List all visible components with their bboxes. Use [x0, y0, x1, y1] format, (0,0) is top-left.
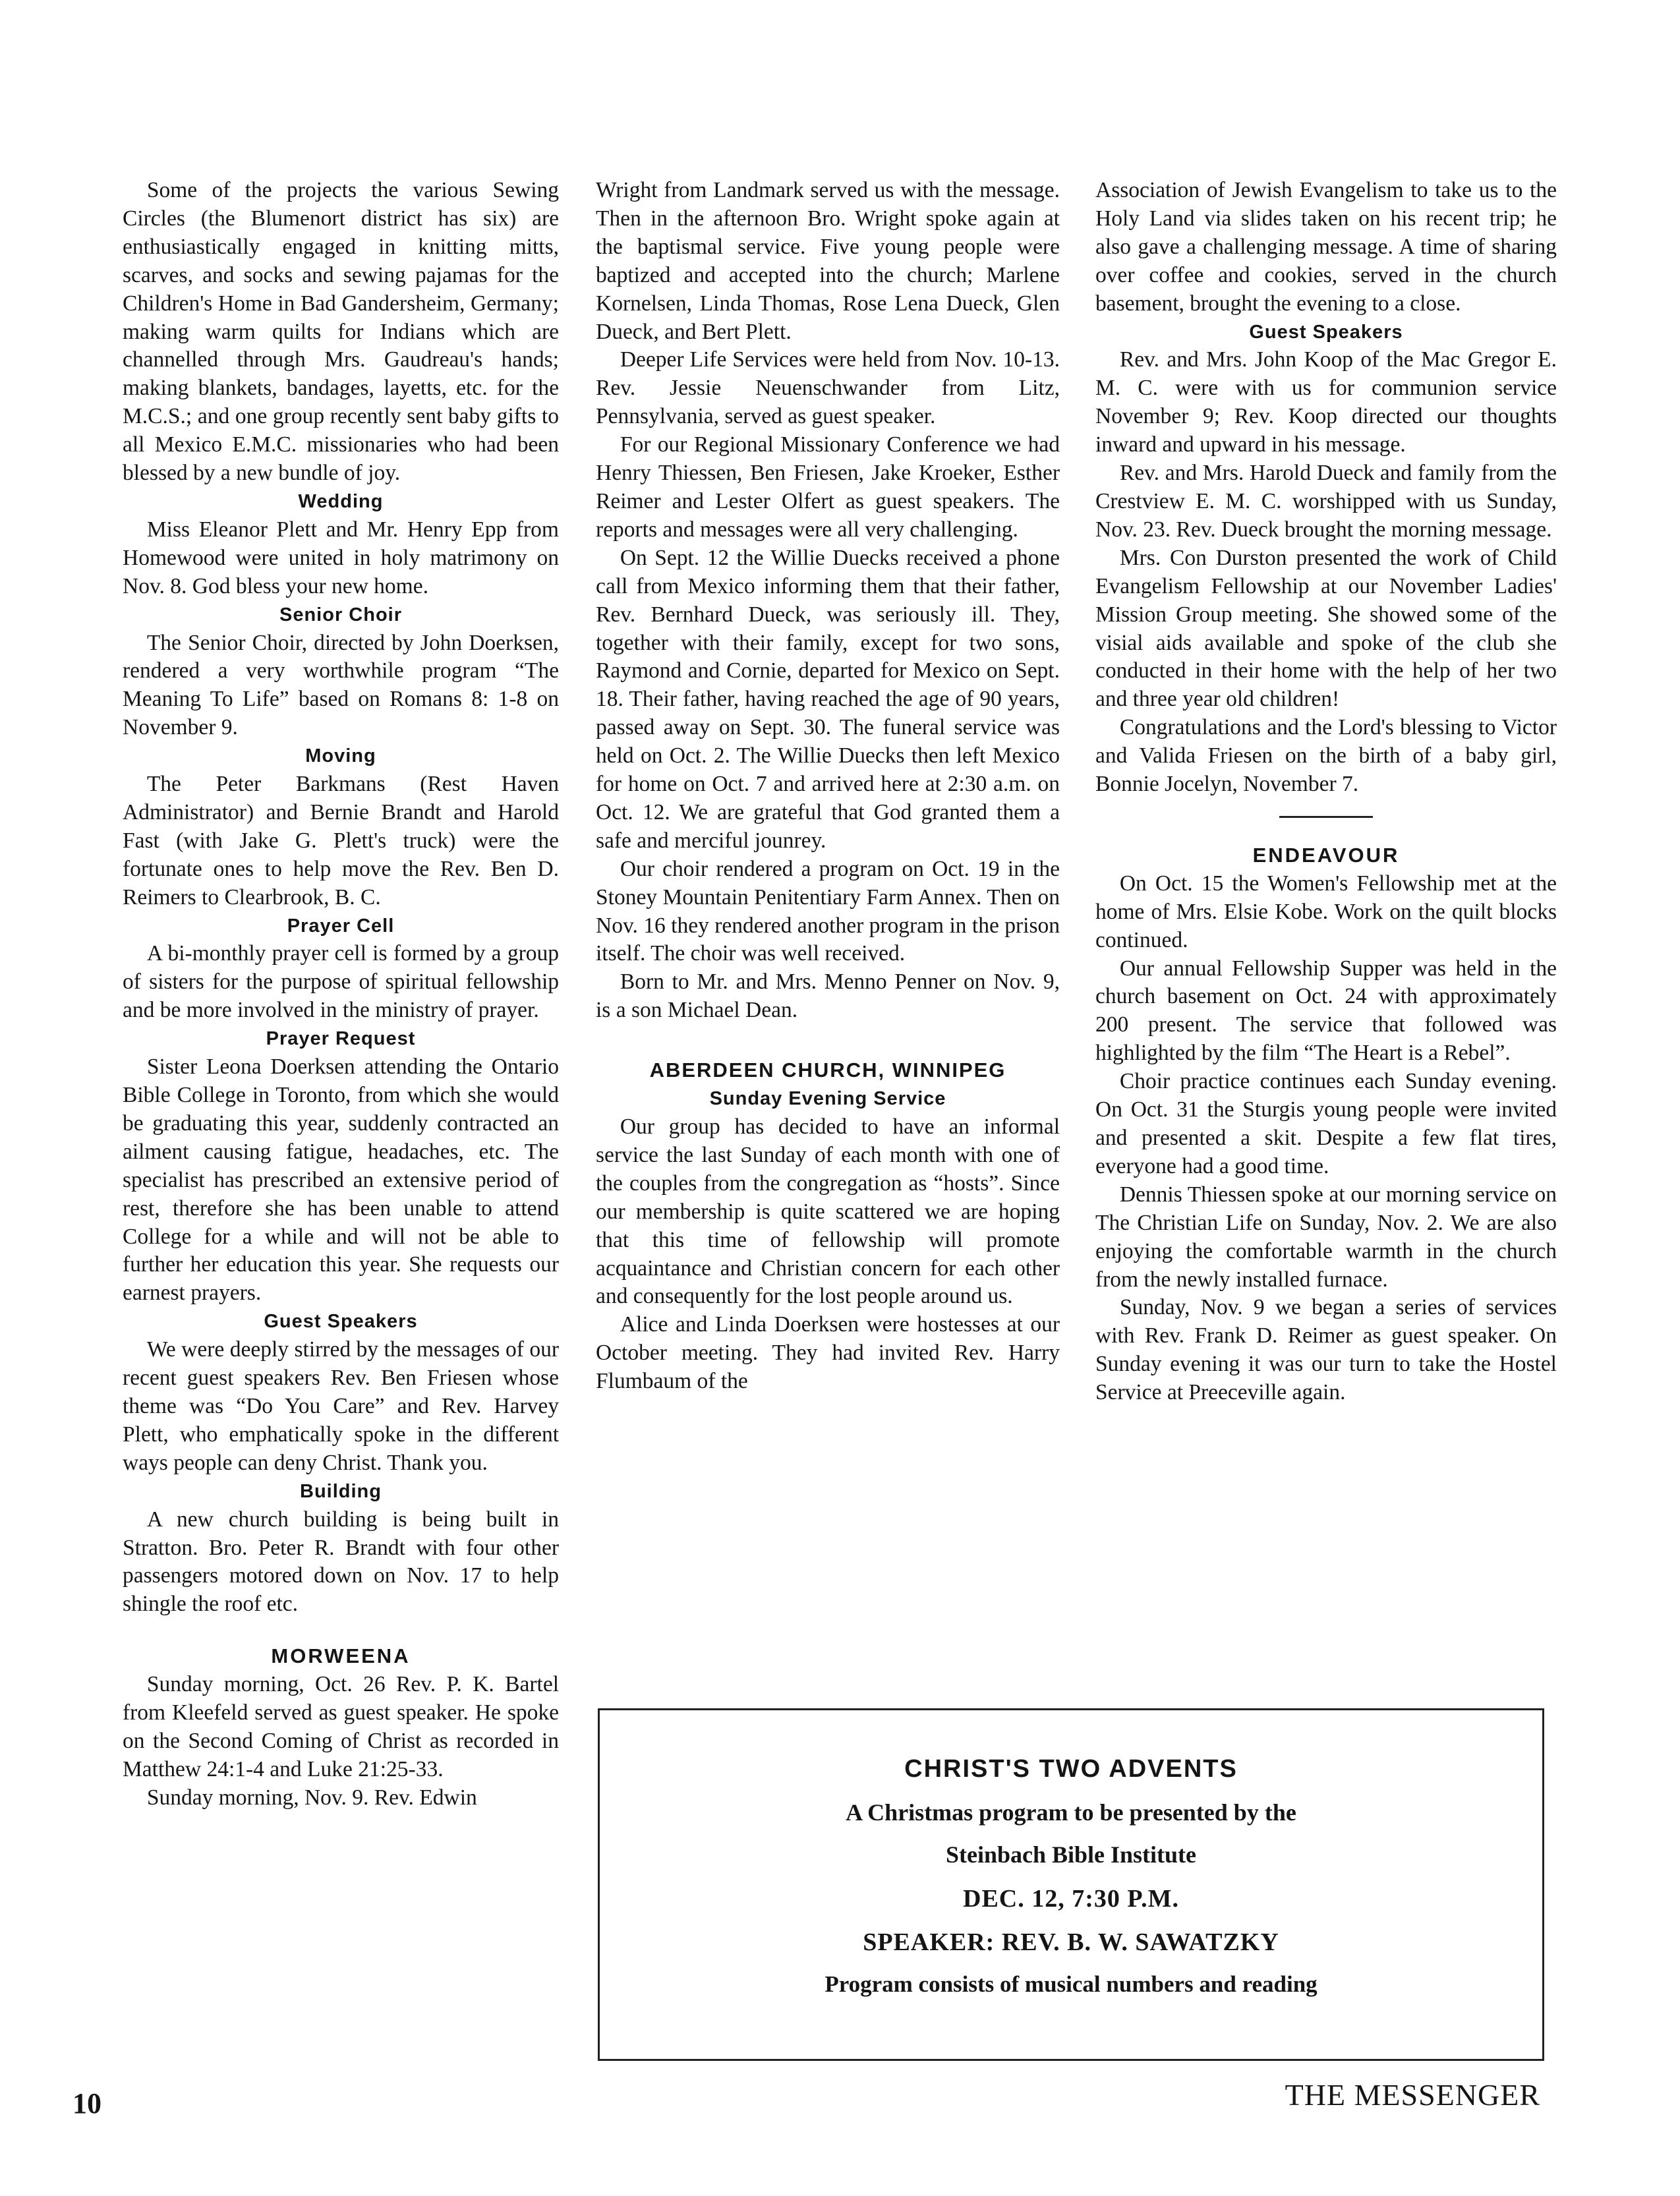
church-heading: MORWEENA	[271, 1644, 411, 1668]
paragraph: Sunday morning, Nov. 9. Rev. Edwin	[146, 1785, 477, 1810]
section-heading: Prayer Cell	[287, 915, 395, 937]
section-heading: Wedding	[298, 490, 384, 512]
section-divider	[1279, 816, 1373, 818]
paragraph: On Oct. 15 the Women's Fellowship met at the home of Mrs. Elsie Kobe. Work on the quilt blocks continued.	[1095, 871, 1557, 952]
paragraph: Miss Eleanor Plett and Mr. Henry Epp from Homewood were united in holy matrimony on Nov. 8. God bless your new home.	[123, 517, 559, 598]
paragraph: Association of Jewish Evangelism to take us to the Holy Land via slides taken on his recent trip; he also gave a challenging message. A time of sharing over coffee and cookies, served in the church basement, brought the evening to a close.	[1095, 178, 1557, 316]
paragraph: Rev. and Mrs. Harold Dueck and family from the Crestview E. M. C. worshipped with us Sunday, Nov. 23. Rev. Dueck brought the morning message.	[1095, 461, 1557, 542]
page-number: 10	[72, 2087, 101, 2120]
section-heading: Guest Speakers	[264, 1311, 418, 1333]
column-2	[596, 177, 1060, 1396]
paragraph: Choir practice continues each Sunday evening. On Oct. 31 the Sturgis young people were invited and presented a skit. Despite a few flat tires, everyone had a good time.	[1095, 1069, 1557, 1178]
paragraph: Alice and Linda Doerksen were hostesses at our October meeting. They had invited Rev. Harry Flumbaum of the	[596, 1312, 1060, 1394]
paragraph: Our group has decided to have an informal service the last Sunday of each month with one of the couples from the congregation as “hosts”. Since our membership is quite scattered we are hoping that this time of fellowship will promote acquaintance and Christian concern for each other and consequently for the lost people around us.	[596, 1114, 1060, 1309]
paragraph: Some of the projects the various Sewing Circles (the Blumenort district has six) are enthusiastically engaged in knitting mitts, scarves, and socks and sewing pajamas for the Children's Home in Bad Gandersheim, Germany; making warm quilts for Indians which are channelled through Mrs. Gaudreau's hands; making blankets, bandages, layetts, etc. for the M.C.S.; and one group recently sent baby gifts to all Mexico E.M.C. missionaries who had been blessed by a new bundle of joy.	[123, 178, 559, 486]
notice-title: CHRIST'S TWO ADVENTS	[904, 1755, 1238, 1783]
paragraph: Our choir rendered a program on Oct. 19 in the Stoney Mountain Penitentiary Farm Annex. Then on Nov. 16 they rendered another program in the prison itself. The choir was well received.	[596, 856, 1060, 966]
paragraph: Deeper Life Services were held from Nov. 10-13. Rev. Jessie Neuenschwander from Litz, Pennsylvania, served as guest speaker.	[596, 347, 1060, 429]
section-heading: Guest Speakers	[1249, 321, 1403, 343]
column-1	[123, 177, 559, 1812]
notice-line-1: A Christmas program to be presented by the	[846, 1799, 1296, 1826]
paragraph: Sister Leona Doerksen attending the Ontario Bible College in Toronto, from which she would be graduating this year, suddenly contracted an ailment causing fatigue, headaches, etc. The specialist has prescribed an extensive period of rest, therefore she has been unable to attend College for a while and will not be able to further her education this year. She requests our earnest prayers.	[123, 1055, 559, 1306]
notice-line-5: Program consists of musical numbers and reading	[825, 1971, 1318, 1997]
paragraph: Our annual Fellowship Supper was held in the church basement on Oct. 24 with approximately 200 present. The service that followed was highlighted by the film “The Heart is a Rebel”.	[1095, 956, 1557, 1066]
paragraph: Mrs. Con Durston presented the work of Child Evangelism Fellowship at our November Ladies' Mission Group meeting. She showed some of the visial aids available and spoke of the club she conducted in their home with the help of her two and three year old children!	[1095, 545, 1557, 712]
notice-line-2: Steinbach Bible Institute	[945, 1841, 1197, 1868]
paragraph: Born to Mr. and Mrs. Menno Penner on Nov. 9, is a son Michael Dean.	[596, 969, 1060, 1023]
notice-date: DEC. 12, 7:30 P.M.	[963, 1885, 1179, 1913]
paragraph: Congratulations and the Lord's blessing to Victor and Valida Friesen on the birth of a baby girl, Bonnie Jocelyn, November 7.	[1095, 715, 1557, 797]
section-heading: Senior Choir	[279, 604, 402, 625]
paragraph: On Sept. 12 the Willie Duecks received a phone call from Mexico informing them that their father, Rev. Bernhard Dueck, was seriously ill. They, together with their family, except for two sons, Raymond and Cornie, departed for Mexico on Sept. 18. Their father, having reached the age of 90 years, passed away on Sept. 30. The funeral service was held on Oct. 2. The Willie Duecks then left Mexico for home on Oct. 7 and arrived here at 2:30 a.m. on Oct. 12. We are grateful that God granted them a safe and merciful jounrey.	[596, 545, 1060, 853]
notice-speaker: SPEAKER: REV. B. W. SAWATZKY	[863, 1928, 1279, 1956]
church-heading: ABERDEEN CHURCH, WINNIPEG	[649, 1058, 1006, 1082]
paragraph: Sunday, Nov. 9 we began a series of services with Rev. Frank D. Reimer as guest speaker. On Sunday evening it was our turn to take the Hostel Service at Preeceville again.	[1095, 1295, 1557, 1405]
paragraph: Sunday morning, Oct. 26 Rev. P. K. Bartel from Kleefeld served as guest speaker. He spoke on the Second Coming of Christ as recorded in Matthew 24:1-4 and Luke 21:25-33.	[123, 1672, 559, 1781]
section-heading: Sunday Evening Service	[709, 1088, 946, 1110]
paragraph: Dennis Thiessen spoke at our morning service on The Christian Life on Sunday, Nov. 2. We are also enjoying the comfortable warmth in the church from the newly installed furnace.	[1095, 1182, 1557, 1292]
paragraph: A new church building is being built in Stratton. Bro. Peter R. Brandt with four other passengers motored down on Nov. 17 to help shingle the roof etc.	[123, 1507, 559, 1617]
paragraph: For our Regional Missionary Conference we had Henry Thiessen, Ben Friesen, Jake Kroeker, Esther Reimer and Lester Olfert as guest speakers. The reports and messages were all very challenging.	[596, 432, 1060, 542]
paragraph: The Peter Barkmans (Rest Haven Administrator) and Bernie Brandt and Harold Fast (with Jake G. Plett's truck) were the fortunate ones to help move the Rev. Ben D. Reimers to Clearbrook, B. C.	[123, 772, 559, 910]
christmas-program-notice	[598, 1708, 1544, 2061]
paragraph: The Senior Choir, directed by John Doerksen, rendered a very worthwhile program “The Meaning To Life” based on Romans 8: 1-8 on November 9.	[123, 630, 559, 740]
section-heading: Moving	[305, 745, 376, 767]
column-3	[1095, 177, 1557, 1407]
church-heading: ENDEAVOUR	[1252, 843, 1400, 867]
publication-title: THE MESSENGER	[1285, 2078, 1540, 2112]
paragraph: A bi-monthly prayer cell is formed by a group of sisters for the purpose of spiritual fellowship and be more involved in the ministry of prayer.	[123, 941, 559, 1023]
section-heading: Building	[300, 1480, 382, 1502]
paragraph: Wright from Landmark served us with the message. Then in the afternoon Bro. Wright spoke again at the baptismal service. Five young people were baptized and accepted into the church; Marlene Kornelsen, Linda Thomas, Rose Lena Dueck, Glen Dueck, and Bert Plett.	[596, 178, 1060, 344]
section-heading: Prayer Request	[266, 1028, 416, 1050]
paragraph: We were deeply stirred by the messages of our recent guest speakers Rev. Ben Friesen whose theme was “Do You Care” and Rev. Harvey Plett, who emphatically spoke in the different ways people can deny Christ. Thank you.	[123, 1337, 559, 1475]
paragraph: Rev. and Mrs. John Koop of the Mac Gregor E. M. C. were with us for communion service November 9; Rev. Koop directed our thoughts inward and upward in his message.	[1095, 347, 1557, 457]
